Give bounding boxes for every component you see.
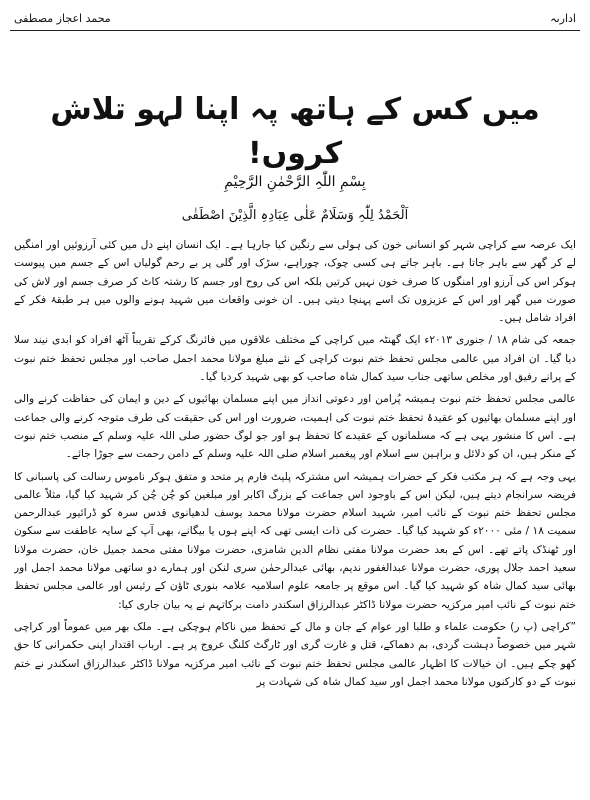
paragraph: ایک عرصہ سے کراچی شہر کو انسانی خون کی ہولی سے رنگین کیا جارہا ہے۔ ایک انسان اپنے دل میں کئی آرزوئیں اور امنگیں لے کر گھر سے باہر جاتا ہے۔ باہر جاتے ہی کسی چوک، چوراہے، سڑک اور گلی پر بے رحم گولیاں اس کے جسم میں پیوست ہوکر اس کی آرزو اور امنگوں کا صرف خون نہیں کرتیں بلکہ اس کی روح اور جسم کا رشتہ کاٹ کر صرف جسم اور لاش کی صورت میں گھر اور اس کے عزیزوں تک اسے پہنچا دیتی ہیں۔ ان خونی واقعات میں شہید ہونے والوں میں ہر طبقۂ فکر کے افراد شامل ہیں۔ (14, 239, 576, 325)
hamd-line: اَلْحَمْدُ لِلّٰہِ وَسَلَامٌ عَلٰی عِبَادِہِ الَّذِیْنَ اصْطَفٰی (181, 208, 409, 223)
paragraph: جمعہ کی شام ۱۸ / جنوری ۲۰۱۳ء ایک گھنٹہ میں کراچی کے مختلف علاقوں میں فائرنگ کرکے تقریباً آٹھ افراد کو ابدی نیند سلا دیا گیا۔ ان افراد میں عالمی مجلس تحفظ ختم نبوت کراچی کے نئے مبلغ مولانا محمد اجمل صاحب اور مجلس تحفظ ختم نبوت کے پرانے رفیق اور مخلص ساتھی جناب سید کمال شاہ صاحب کو بھی شہید کردیا گیا۔ (14, 334, 576, 384)
page-header (14, 8, 576, 28)
bismillah: بِسْمِ اللّٰہِ الرَّحْمٰنِ الرَّحِیْمِ (224, 174, 366, 190)
paragraph: یہی وجہ ہے کہ ہر مکتب فکر کے حضرات ہمیشہ اس مشترکہ پلیٹ فارم پر متحد و متفق ہوکر ناموس رسالت کی پاسبانی کا فریضہ سرانجام دیتے ہیں، لیکن اس کے باوجود اس جماعت کے بزرگ اکابر اور مبلغین کو چُن چُن کر شہید کیا گیا، مثلاً عالمی مجلس تحفظ ختم نبوت کے نائب امیر، شہید اسلام حضرت مولانا محمد یوسف لدھیانوی قدس سرہ کو ڈرائیور عبدالرحمن سمیت ۱۸ / مئی ۲۰۰۰ء کو شہید کیا گیا۔ حضرت کی ذات ایسی تھی کہ اپنے ہوں یا بیگانے، بھی آپ کے سایہ عاطفت سے سکون اور ٹھنڈک پاتے تھے۔ اس کے بعد حضرت مولانا مفتی نظام الدین شامزی، حضرت مولانا مفتی محمد جمیل خان، حضرت مولانا سعید احمد جلال پوری، حضرت مولانا عبدالغفور ندیم، بھائی عبدالرحمٰن سری لنکن اور ہمارے دو ساتھی مولانا محمد اجمل اور بھائی سید کمال شاہ کو شہید کیا گیا۔ اس موقع پر جامعہ علوم اسلامیہ علامہ بنوری ٹاؤن کے رئیس اور عالمی مجلس تحفظ ختم نبوت کے نائب امیر مرکزیہ حضرت مولانا ڈاکٹر عبدالرزاق اسکندر دامت برکاتہم نے یہ بیان جاری کیا: (14, 470, 576, 611)
paragraph: ”کراچی (پ ر) حکومت علماء و طلبا اور عوام کے جان و مال کے تحفظ میں ناکام ہوچکی ہے۔ ملک بھر میں عموماً اور کراچی شہر میں خصوصاً دہشت گردی، بم دھماکے، قتل و غارت گری اور ٹارگٹ کلنگ عروج پر ہے۔ ارباب اقتدار اپنی حکمرانی کا حق کھو چکے ہیں۔ ان خیالات کا اظہار عالمی مجلس تحفظ ختم نبوت کے نائب امیر مرکزیہ مولانا ڈاکٹر عبدالرزاق اسکندر نے ختم نبوت کے دو کارکنوں مولانا محمد اجمل اور سید کمال شاہ کی شہادت پر (14, 620, 576, 688)
paragraph: عالمی مجلس تحفظ ختم نبوت ہمیشہ پُرامن اور دعوتی انداز میں اپنے مسلمان بھائیوں کے دین و ایمان کی حفاظت کرنے والی اور اپنے مسلمان بھائیوں کو عقیدۂ تحفظ ختم نبوت کی اہمیت، ضرورت اور اس کی حقیقت کی طرف متوجہ کرنے والی جماعت ہے۔ اس کا منشور یہی ہے کہ مسلمانوں کے عقیدے کا تحفظ ہو اور جو لوگ حضور صلی اللہ علیہ وسلم کے منصب ختم نبوت کے منکر ہیں، ان کو دلائل و براہین سے اسلام اور پیغمبر اسلام صلی اللہ علیہ وسلم کے دامن رحمت سے جوڑا جائے۔ (14, 393, 576, 461)
section-label: ادارىہ (550, 11, 576, 25)
header-divider (10, 30, 580, 31)
author-name: محمد اعجاز مصطفی (14, 11, 111, 25)
article-title: میں کس کے ہاتھ پہ اپنا لہو تلاش کروں! (50, 92, 540, 171)
article-body (14, 236, 576, 796)
